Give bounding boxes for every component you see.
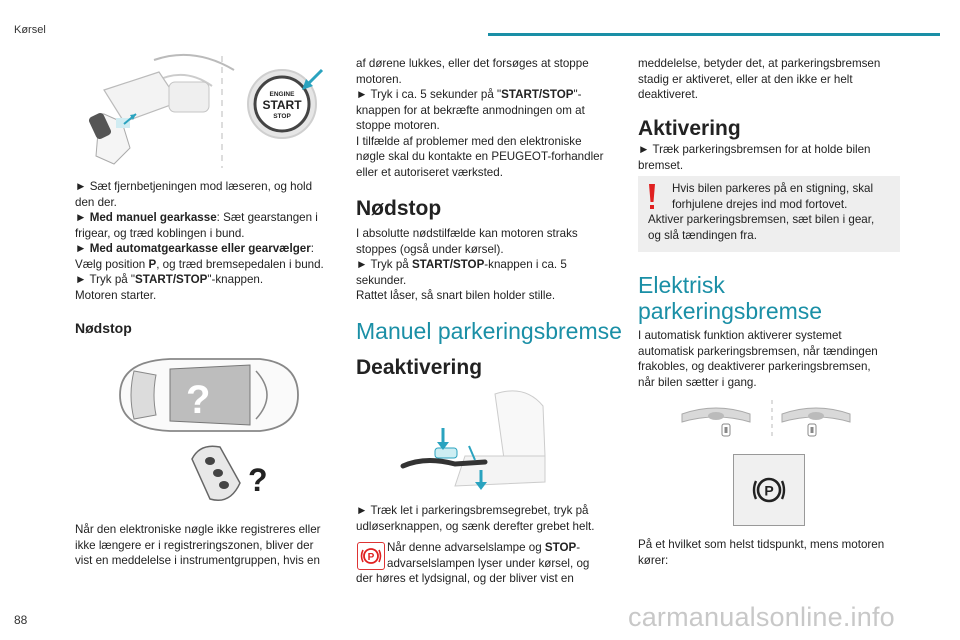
start-label: START (262, 98, 302, 112)
svg-text:?: ? (248, 462, 268, 498)
key-not-detected-text: Når den elektroniske nøgle ikke registreres eller ikke længere er i registreringszonen, bliver der vist en meddelelse i instrumentgruppen, hvis en (75, 523, 321, 567)
nodstop-text: I absolutte nødstilfælde kan motoren straks stoppes (også under kørsel). ► Tryk på START/STOP-knappen i ca. 5 sekunder. Rattet låser, så snart bilen holder stille. (356, 227, 578, 302)
aktivering-text: ► Træk parkeringsbremsen for at holde bilen bremset. (638, 143, 871, 172)
svg-text:?: ? (186, 378, 211, 422)
warning-lamp-text: Når denne advarselslampe og STOP- advarselslampen lyser under kørsel, og der høres et lydsignal, og der bliver vist en (356, 541, 590, 585)
section-header: Kørsel (14, 24, 46, 36)
slope-parking-alert: Hvis bilen parkeres på en stigning, skal forhjulene drejes ind mod fortovet. Aktiver parkeringsbremsen, sæt bilen i gear, og slå tændingen fra. (638, 176, 900, 252)
electric-brake-text: I automatisk funktion aktiverer systemet automatisk parkeringsbremsen, når tændingen frakobles, og deaktiverer parkeringsbremsen, når bilen sætter i gang. (638, 329, 878, 389)
start-key-illustration (84, 52, 330, 170)
header-accent-bar (488, 33, 940, 36)
step-5: Motoren starter. (75, 288, 157, 302)
stop-engine-text: af dørene lukkes, eller det forsøges at stoppe motoren. ► Tryk i ca. 5 sekunder på "START/STOP"- knappen for at bekræfte anmodningen om at stoppe motoren. I tilfælde af problemer med den elektroniske nøgle skal du kontakte en PEUGEOT-forhandler eller et autoriseret værksted. (356, 57, 604, 179)
still-engaged-text: meddelelse, betyder det, at parkeringsbremsen stadig er aktiveret, eller at den ikke er helt deaktiveret. (638, 57, 881, 101)
steering-wheel-illustration (676, 398, 856, 442)
svg-text:P: P (367, 552, 375, 563)
car-key-missing-illustration (110, 355, 300, 515)
step-1: ► Sæt fjernbetjeningen mod læseren, og hold den der. (75, 180, 313, 209)
deaktivering-text: ► Træk let i parkeringsbremsegrebet, tryk på udløserknappen, og sænk derefter grebet helt. (356, 504, 595, 533)
electric-parking-brake-heading: Elektrisk parkeringsbremse (638, 272, 823, 324)
nodstop-subheading: Nødstop (75, 320, 132, 336)
anytime-text: På et hvilket som helst tidspunkt, mens motoren kører: (638, 538, 885, 567)
page-number: 88 (14, 613, 28, 627)
step-4: ► Tryk på "START/STOP"-knappen. (75, 273, 264, 286)
start-instructions (75, 179, 335, 303)
deaktivering-heading: Deaktivering (356, 356, 483, 379)
manual-parking-brake-heading: Manuel parkeringsbremse (356, 318, 622, 344)
handbrake-release-illustration (395, 386, 555, 496)
nodstop-heading: Nødstop (356, 197, 442, 220)
svg-text:P: P (764, 482, 774, 499)
parking-brake-button-icon (733, 454, 805, 526)
watermark: carmanualsonline.info (628, 602, 895, 632)
step-2: ► Med manuel gearkasse: Sæt gearstangen i frigear, og træd koblingen i bund. (75, 211, 318, 240)
step-3: ► Med automatgearkasse eller gearvælger: Vælg position P, og træd bremsepedalen i bund. (75, 242, 324, 271)
engine-label: ENGINE (269, 91, 295, 98)
aktivering-heading: Aktivering (638, 117, 741, 140)
exclamation-icon (647, 182, 657, 212)
stop-label: STOP (273, 113, 291, 120)
